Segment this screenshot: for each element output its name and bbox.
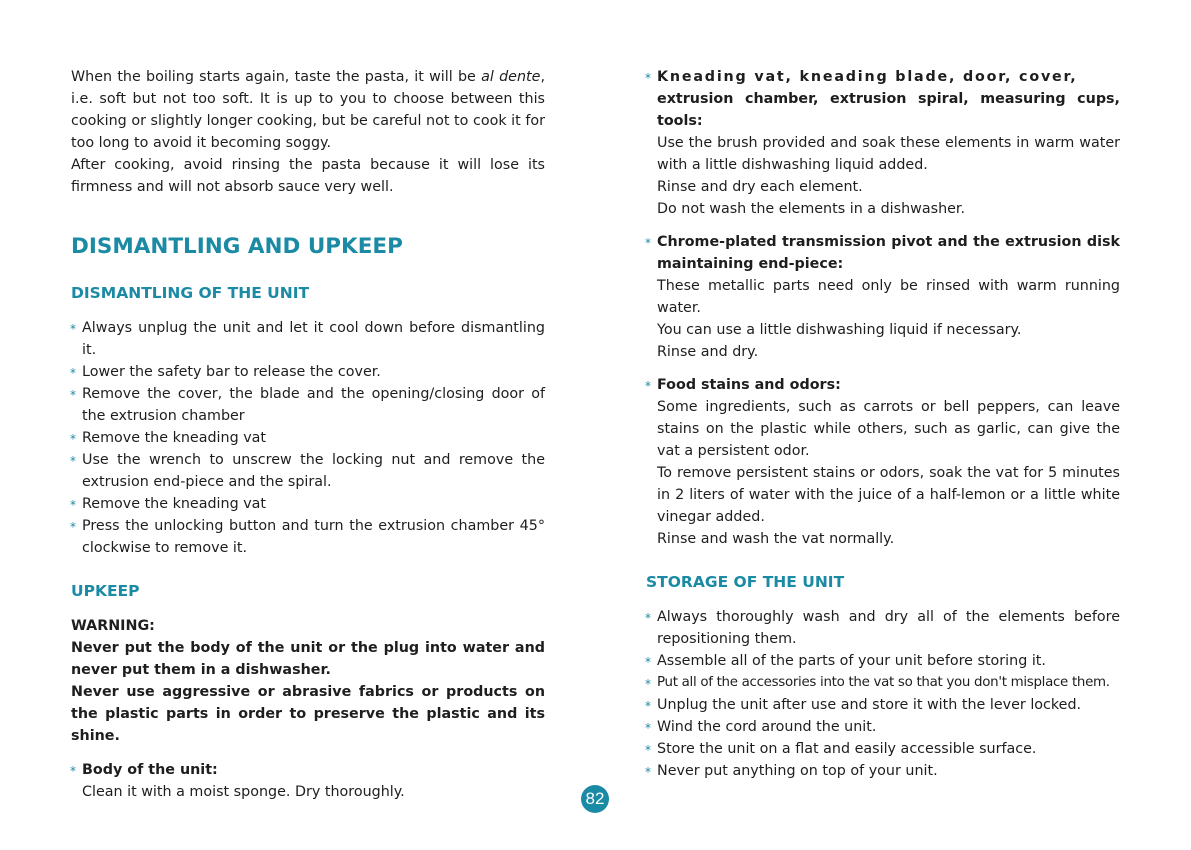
- stains-line: Rinse and wash the vat normally.: [657, 531, 895, 547]
- storage-heading: STORAGE OF THE UNIT: [646, 573, 845, 591]
- bullet-icon: *: [645, 379, 651, 393]
- bullet-icon: *: [645, 677, 651, 691]
- bullet-icon: *: [70, 498, 76, 512]
- bullet-icon: *: [645, 655, 651, 669]
- list-item: [646, 231, 1120, 363]
- list-item: * Assemble all of the parts of your unit before storing it.: [646, 650, 1120, 672]
- warning-title: WARNING:: [71, 618, 155, 634]
- kneading-title: Kneading vat, kneading blade, door, cover,: [657, 69, 1078, 85]
- warning-text-1: Never put the body of the unit or the plug into water and never put them in a dishwasher.: [71, 640, 545, 678]
- list-item: [646, 66, 1120, 220]
- list-item: * Always unplug the unit and let it cool down before dismantling it.: [70, 320, 545, 358]
- list-item: * Store the unit on a flat and easily accessible surface.: [646, 738, 1120, 760]
- chrome-line: You can use a little dishwashing liquid if necessary.: [657, 322, 1022, 338]
- dismantling-heading: DISMANTLING OF THE UNIT: [71, 284, 310, 302]
- body-title: Body of the unit:: [82, 762, 218, 778]
- body-text: Clean it with a moist sponge. Dry thoroughly.: [82, 784, 405, 800]
- bullet-icon: *: [70, 764, 76, 778]
- storage-list: [646, 606, 1120, 782]
- list-item: [71, 759, 545, 803]
- bullet-icon: *: [645, 236, 651, 250]
- list-item: * Put all of the accessories into the vat so that you don't misplace them.: [646, 672, 1120, 694]
- intro-paragraph-2: After cooking, avoid rinsing the pasta because it will lose its firmness and will not absorb sauce very well.: [71, 157, 545, 195]
- list-item: * Wind the cord around the unit.: [646, 716, 1120, 738]
- dismantling-list: [71, 317, 545, 559]
- list-item: [646, 374, 1120, 550]
- bullet-icon: *: [645, 71, 651, 85]
- kneading-line: Do not wash the elements in a dishwasher.: [657, 201, 966, 217]
- bullet-icon: *: [70, 520, 76, 534]
- bullet-icon: *: [70, 432, 76, 446]
- list-item: * Unplug the unit after use and store it with the lever locked.: [646, 694, 1120, 716]
- list-item: * Use the wrench to unscrew the locking nut and remove the extrusion end-piece and the spiral.: [70, 452, 545, 490]
- right-column: [646, 66, 1120, 782]
- list-item: * Remove the kneading vat: [71, 493, 545, 515]
- upkeep-heading: UPKEEP: [71, 582, 140, 600]
- bullet-icon: *: [645, 611, 651, 625]
- stains-title: Food stains and odors:: [657, 377, 841, 393]
- list-item: * Never put anything on top of your unit.: [646, 760, 1120, 782]
- page-number: 82: [581, 785, 609, 813]
- stains-section: [646, 374, 1120, 550]
- main-heading: DISMANTLING AND UPKEEP: [71, 234, 403, 259]
- chrome-line: Rinse and dry.: [657, 344, 759, 360]
- list-item: * Lower the safety bar to release the cover.: [71, 361, 545, 383]
- bullet-icon: *: [645, 699, 651, 713]
- left-column: [71, 66, 545, 803]
- chrome-line: These metallic parts need only be rinsed with warm running water.: [657, 278, 1120, 316]
- list-item: * Remove the cover, the blade and the opening/closing door of the extrusion chamber: [70, 386, 545, 424]
- bullet-icon: *: [70, 454, 76, 468]
- bullet-icon: *: [645, 721, 651, 735]
- list-item: * Always thoroughly wash and dry all of the elements before repositioning them.: [645, 609, 1120, 647]
- kneading-section: [646, 66, 1120, 220]
- bullet-icon: *: [645, 743, 651, 757]
- stains-line: To remove persistent stains or odors, soak the vat for 5 minutes in 2 liters of water with the juice of a half-lemon or a little white vinegar added.: [657, 465, 1120, 525]
- kneading-title-rest: extrusion chamber, extrusion spiral, measuring cups, tools:: [657, 91, 1120, 129]
- chrome-title: Chrome-plated transmission pivot and the extrusion disk maintaining end-piece:: [657, 234, 1120, 272]
- body-list: [71, 759, 545, 803]
- intro-paragraph: When the boiling starts again, taste the pasta, it will be al dente, i.e. soft but not too soft. It is up to you to choose between this cooking or slightly longer cooking, but be careful not to cook it for too long to avoid it becoming soggy.: [71, 69, 545, 151]
- kneading-line: Rinse and dry each element.: [657, 179, 863, 195]
- bullet-icon: *: [645, 765, 651, 779]
- kneading-line: Use the brush provided and soak these elements in warm water with a little dishwashing liquid added.: [657, 135, 1120, 173]
- bullet-icon: *: [70, 388, 76, 402]
- list-item: * Press the unlocking button and turn the extrusion chamber 45° clockwise to remove it.: [70, 518, 545, 556]
- warning-text-2: Never use aggressive or abrasive fabrics or products on the plastic parts in order to preserve the plastic and its shine.: [71, 684, 545, 744]
- list-item: * Remove the kneading vat: [71, 427, 545, 449]
- chrome-section: [646, 231, 1120, 363]
- bullet-icon: *: [70, 322, 76, 336]
- bullet-icon: *: [70, 366, 76, 380]
- stains-line: Some ingredients, such as carrots or bell peppers, can leave stains on the plastic while others, such as garlic, can give the vat a persistent odor.: [657, 399, 1120, 459]
